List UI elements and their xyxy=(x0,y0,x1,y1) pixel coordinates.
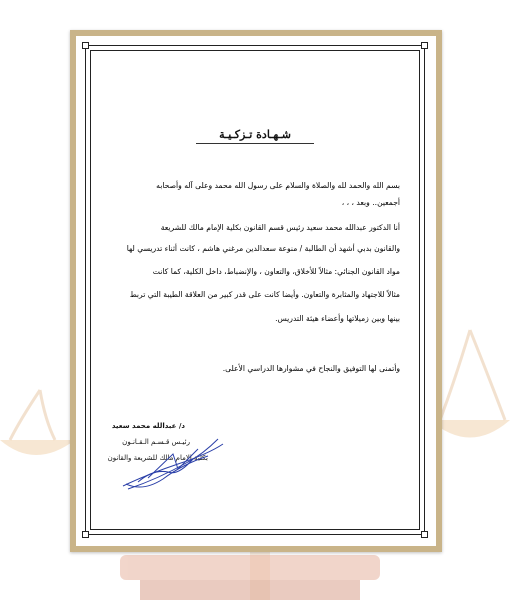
border-corner-ornament xyxy=(82,531,89,538)
body-line: مواد القانون الجنائي: مثالاً للأخلاق، والتعاون ، والإنضباط، داخل الكلية، كما كانت xyxy=(152,267,400,276)
title-underline xyxy=(196,143,314,144)
border-corner-ornament xyxy=(421,42,428,49)
signatory-position: رئيـس قـسـم الـقـانـون xyxy=(122,438,190,446)
body-line: بسم الله والحمد لله والصلاة والسلام على رسول الله محمد وعلى آله وأصحابه xyxy=(156,181,400,190)
certificate-title: شـهـادة تـزكـيـة xyxy=(219,128,291,141)
body-line: أنا الدكتور عبدالله محمد سعيد رئيس قسم القانون بكلية الإمام مالك للشريعة xyxy=(160,223,400,232)
signatory-institution: بكلية الإمام مالك للشريعة والقانون xyxy=(107,454,208,462)
border-corner-ornament xyxy=(82,42,89,49)
body-line: مثالاً للاجتهاد والمثابرة والتعاون. وأيضا كانت على قدر كبير من العلاقة الطيبة التي تربط xyxy=(129,290,400,299)
body-line: أجمعين.. وبعد ، ، ، xyxy=(341,198,400,207)
signatory-name: د/ عبدالله محمد سعيد xyxy=(111,422,185,430)
body-line: والقانون بدبي أشهد أن الطالبة / منوعة سعدالدين مرغني هاشم ، كانت أثناء تدريسي لها xyxy=(126,244,400,253)
gavel-icon xyxy=(120,555,380,600)
handwritten-signature xyxy=(118,434,228,494)
body-line: بينها وبين زميلاتها وأعضاء هيئة التدريس. xyxy=(275,314,400,323)
closing-line: وأتمنى لها التوفيق والنجاح في مشوارها الدراسي الأعلى. xyxy=(222,364,400,373)
border-corner-ornament xyxy=(421,531,428,538)
